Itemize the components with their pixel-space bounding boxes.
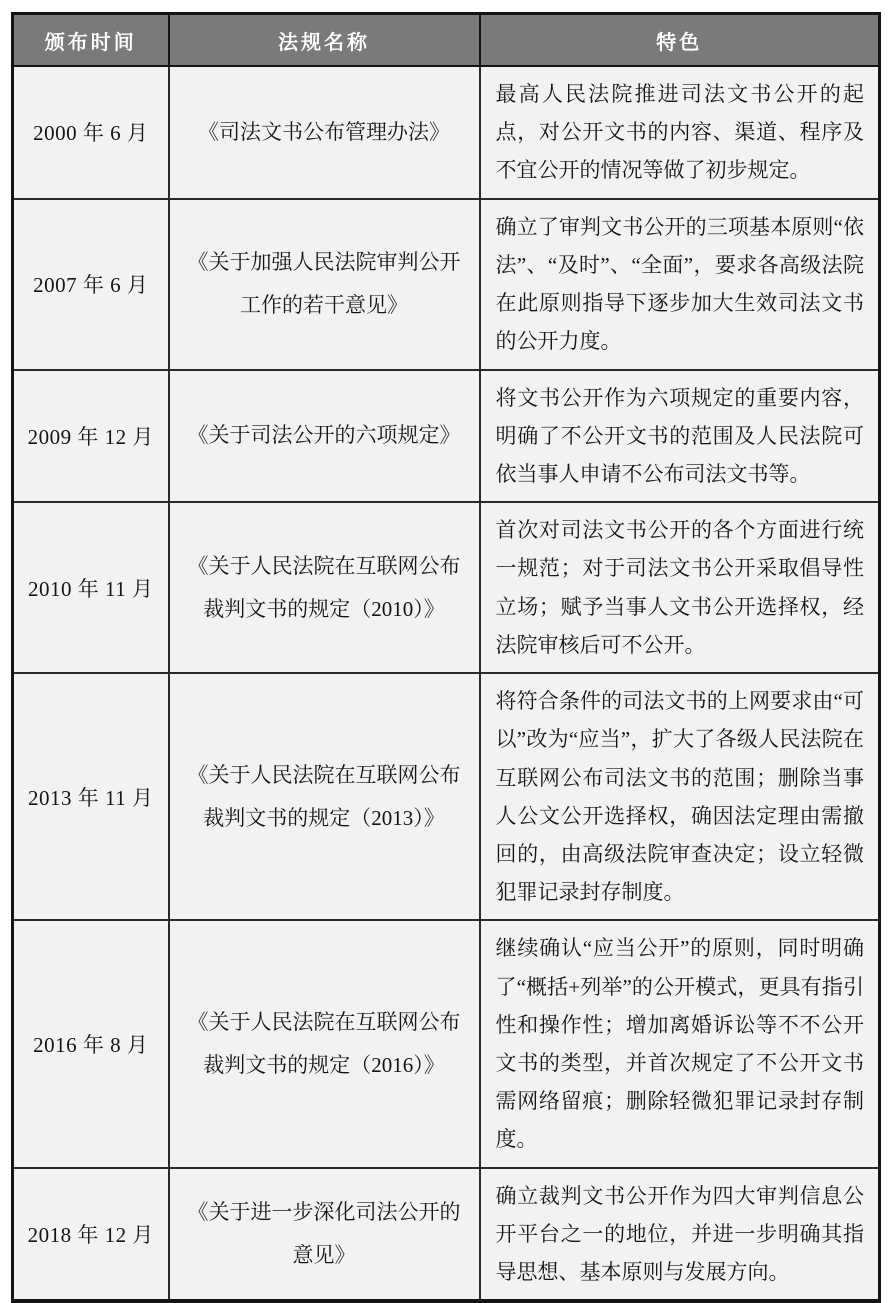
time-cell: 2016 年 8 月	[13, 920, 169, 1167]
name-cell: 《关于司法公开的六项规定》	[169, 370, 480, 503]
feature-cell: 将符合条件的司法文书的上网要求由“可以”改为“应当”，扩大了各级人民法院在互联网公布司法文书的范围；删除当事人公文公开选择权，确因法定理由需撤回的，由高级法院审查决定；设立轻微犯罪记录封存制度。	[480, 673, 880, 920]
feature-cell: 首次对司法文书公开的各个方面进行统一规范；对于司法文书公开采取倡导性立场；赋予当事人文书公开选择权，经法院审核后可不公开。	[480, 502, 880, 673]
table-row	[13, 1168, 880, 1302]
feature-cell: 继续确认“应当公开”的原则，同时明确了“概括+列举”的公开模式，更具有指引性和操作性；增加离婚诉讼等不不公开文书的类型，并首次规定了不公开文书需网络留痕；删除轻微犯罪记录封存制度。	[480, 920, 880, 1167]
header-row	[13, 14, 880, 67]
feature-cell: 确立了审判文书公开的三项基本原则“依法”、“及时”、“全面”，要求各高级法院在此原则指导下逐步加大生效司法文书的公开力度。	[480, 199, 880, 370]
table-row	[13, 920, 880, 1167]
table-row	[13, 66, 880, 199]
feature-cell: 将文书公开作为六项规定的重要内容，明确了不公开文书的范围及人民法院可依当事人申请不公布司法文书等。	[480, 370, 880, 503]
time-cell: 2013 年 11 月	[13, 673, 169, 920]
time-cell: 2007 年 6 月	[13, 199, 169, 370]
time-cell: 2018 年 12 月	[13, 1168, 169, 1302]
col-header-feature: 特色	[480, 14, 880, 67]
name-cell: 《关于加强人民法院审判公开工作的若干意见》	[169, 199, 480, 370]
table-row	[13, 502, 880, 673]
time-cell: 2010 年 11 月	[13, 502, 169, 673]
table-row	[13, 370, 880, 503]
name-cell: 《司法文书公布管理办法》	[169, 66, 480, 199]
name-cell: 《关于人民法院在互联网公布裁判文书的规定（2016）》	[169, 920, 480, 1167]
name-cell: 《关于人民法院在互联网公布裁判文书的规定（2010）》	[169, 502, 480, 673]
feature-cell: 确立裁判文书公开作为四大审判信息公开平台之一的地位，并进一步明确其指导思想、基本原则与发展方向。	[480, 1168, 880, 1302]
feature-cell: 最高人民法院推进司法文书公开的起点，对公开文书的内容、渠道、程序及不宜公开的情况等做了初步规定。	[480, 66, 880, 199]
table-row	[13, 199, 880, 370]
time-cell: 2000 年 6 月	[13, 66, 169, 199]
regulations-table	[11, 12, 881, 1303]
name-cell: 《关于人民法院在互联网公布裁判文书的规定（2013）》	[169, 673, 480, 920]
col-header-regulation-name: 法规名称	[169, 14, 480, 67]
time-cell: 2009 年 12 月	[13, 370, 169, 503]
table-row	[13, 673, 880, 920]
col-header-promulgation-time: 颁布时间	[13, 14, 169, 67]
name-cell: 《关于进一步深化司法公开的意见》	[169, 1168, 480, 1302]
